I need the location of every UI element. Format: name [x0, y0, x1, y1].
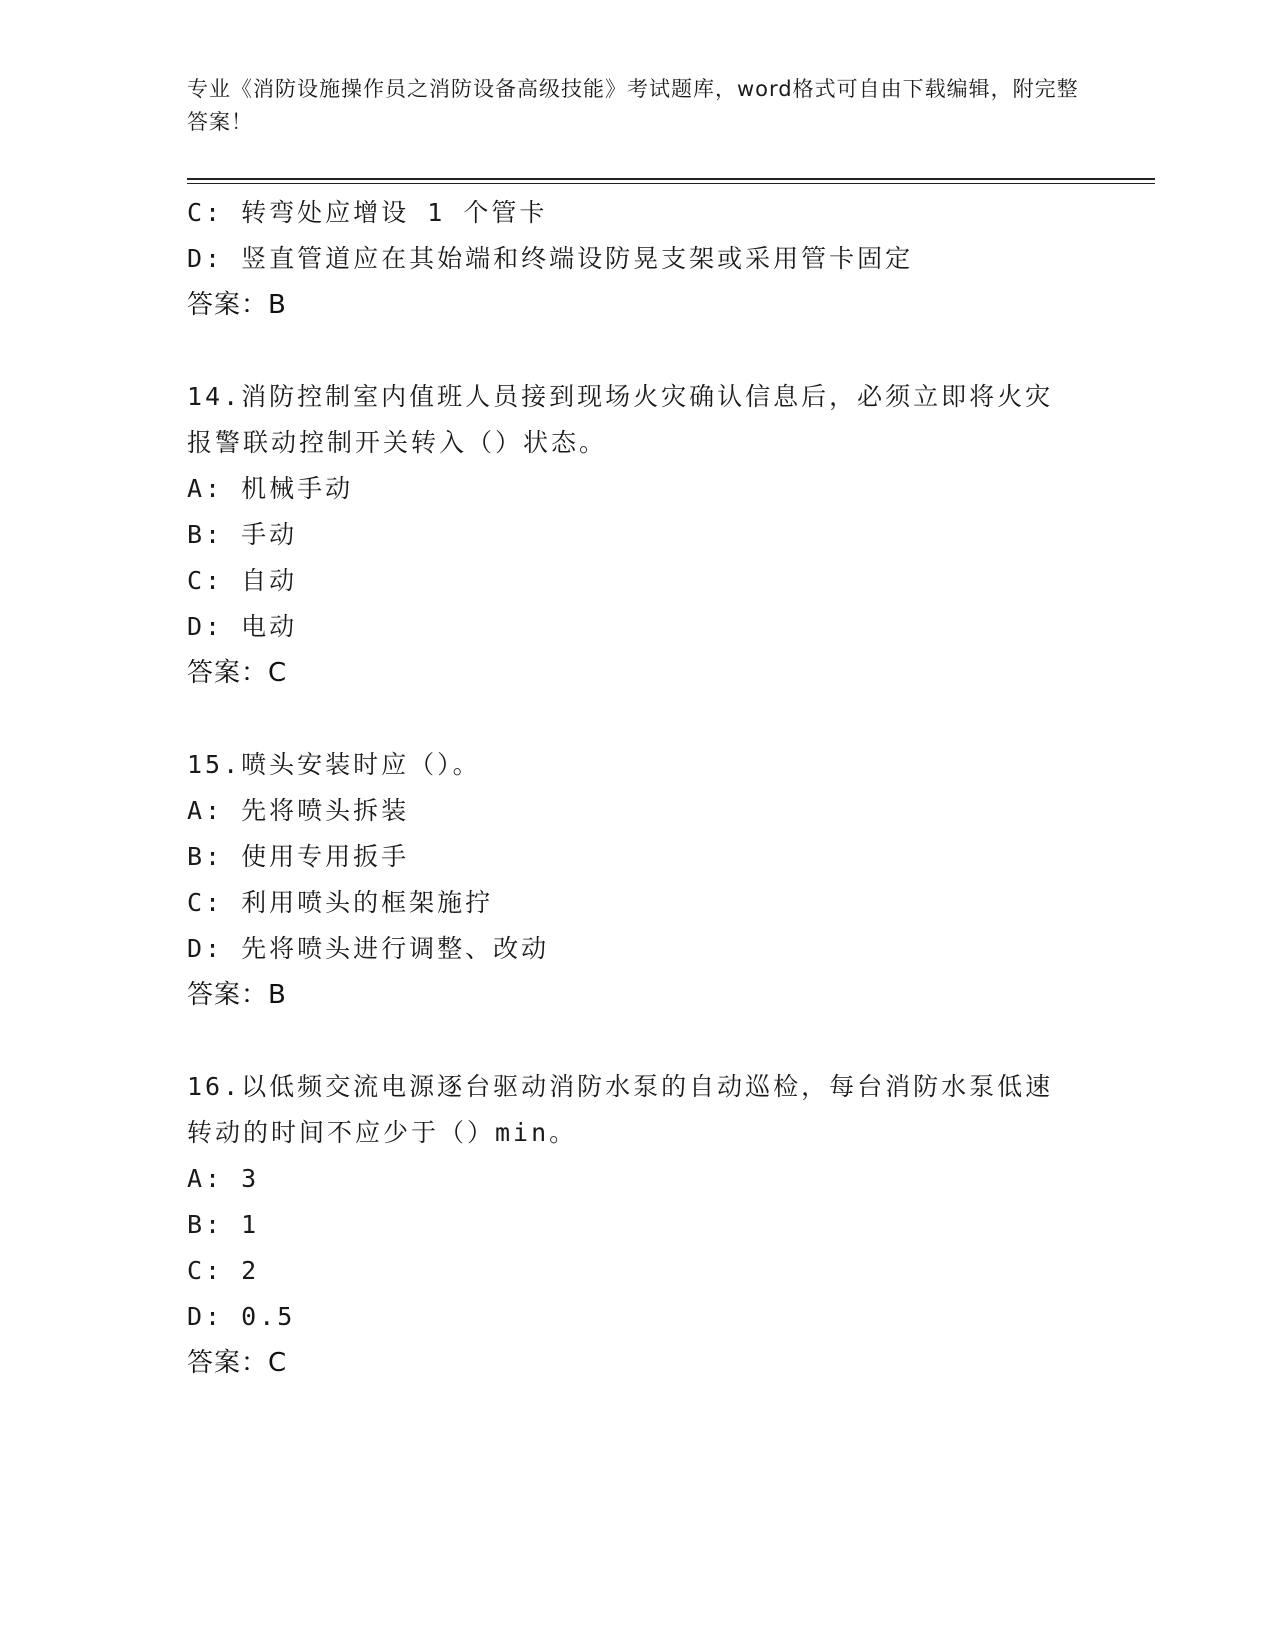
question-16	[187, 1064, 1127, 1386]
spacer	[187, 1018, 1127, 1064]
option-label: B:	[187, 520, 224, 549]
option-c	[187, 190, 1127, 236]
option-d	[187, 926, 1127, 972]
option-text: 1	[241, 1210, 260, 1239]
option-b	[187, 834, 1127, 880]
option-text: 电动	[241, 612, 298, 641]
header-divider-thin	[187, 183, 1155, 184]
option-text: 使用专用扳手	[241, 842, 410, 871]
question-stem-continued: 转动的时间不应少于（）min。	[187, 1118, 578, 1147]
option-text: 机械手动	[241, 474, 354, 503]
answer-line: 答案：C	[187, 658, 288, 688]
option-label: D:	[187, 1302, 224, 1331]
option-c	[187, 1248, 1127, 1294]
document-body	[187, 190, 1127, 1386]
option-label: C:	[187, 1256, 224, 1285]
answer-line: 答案：C	[187, 1348, 288, 1378]
option-text: 2	[241, 1256, 260, 1285]
option-text: 自动	[241, 566, 298, 595]
option-text: 3	[241, 1164, 260, 1193]
option-b	[187, 1202, 1127, 1248]
option-label: B:	[187, 842, 224, 871]
answer-line: 答案：B	[187, 290, 287, 320]
option-d	[187, 604, 1127, 650]
option-label: D:	[187, 612, 224, 641]
question-15	[187, 742, 1127, 1018]
question-stem: 15.喷头安装时应（）。	[187, 750, 481, 779]
option-label: C:	[187, 888, 224, 917]
option-label: C:	[187, 566, 224, 595]
option-label: C:	[187, 198, 224, 227]
option-label: A:	[187, 1164, 224, 1193]
option-b	[187, 512, 1127, 558]
question-stem: 14.消防控制室内值班人员接到现场火灾确认信息后，必须立即将火灾	[187, 382, 1054, 411]
option-a	[187, 466, 1127, 512]
option-c	[187, 880, 1127, 926]
option-text: 0.5	[241, 1302, 296, 1331]
option-d	[187, 236, 1127, 282]
option-text: 转弯处应增设 1 个管卡	[241, 198, 548, 227]
option-text: 手动	[241, 520, 298, 549]
option-label: B:	[187, 1210, 224, 1239]
option-text: 先将喷头进行调整、改动	[241, 934, 550, 963]
answer-line: 答案：B	[187, 980, 287, 1010]
question-13-continued	[187, 190, 1127, 328]
option-label: A:	[187, 474, 224, 503]
option-label: D:	[187, 934, 224, 963]
spacer	[187, 696, 1127, 742]
spacer	[187, 328, 1127, 374]
option-a	[187, 1156, 1127, 1202]
question-stem: 16.以低频交流电源逐台驱动消防水泵的自动巡检，每台消防水泵低速	[187, 1072, 1054, 1101]
header-divider-thick	[187, 178, 1155, 180]
option-label: A:	[187, 796, 224, 825]
option-a	[187, 788, 1127, 834]
option-d	[187, 1294, 1127, 1340]
option-text: 利用喷头的框架施拧	[241, 888, 494, 917]
option-text: 竖直管道应在其始端和终端设防晃支架或采用管卡固定	[241, 244, 914, 273]
question-stem-continued: 报警联动控制开关转入（）状态。	[187, 428, 608, 457]
option-c	[187, 558, 1127, 604]
page-header: 专业《消防设施操作员之消防设备高级技能》考试题库，word格式可自由下载编辑，附完整答案！	[187, 77, 1079, 134]
question-14	[187, 374, 1127, 696]
option-text: 先将喷头拆装	[241, 796, 410, 825]
option-label: D:	[187, 244, 224, 273]
